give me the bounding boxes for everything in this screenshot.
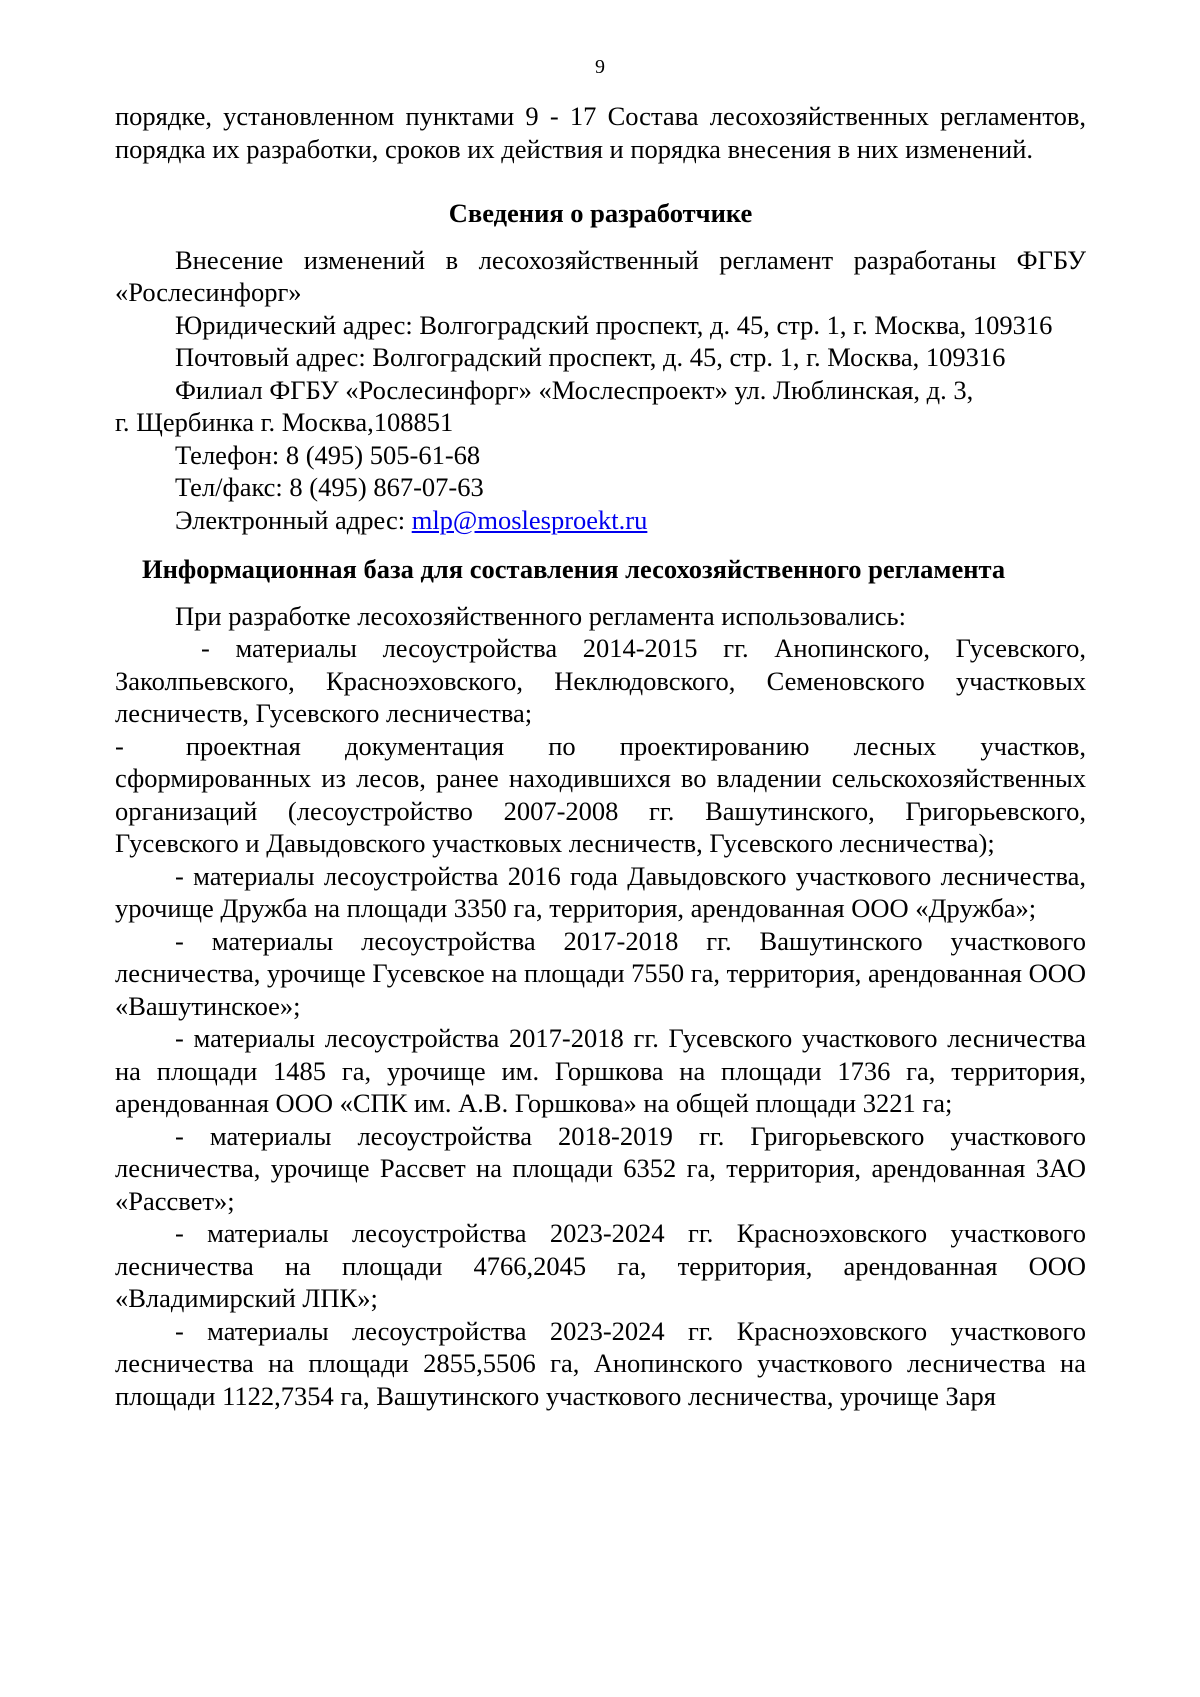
list-item: - материалы лесоустройства 2017-2018 гг. Гусевского участкового лесничества на площади 1485 га, урочище им. Горшкова на площади 1736 га, территория, арендованная ООО «СПК им. А.В. Горшкова» на общей площади 3221 га; <box>115 1023 1086 1118</box>
developer-intro: Внесение изменений в лесохозяйственный регламент разработаны ФГБУ «Рослесинфорг» <box>115 244 1086 307</box>
info-base-lead: При разработке лесохозяйственного регламента использовались: <box>175 600 906 631</box>
email-link[interactable]: mlp@moslesproekt.ru <box>411 504 648 535</box>
list-item: - материалы лесоустройства 2016 года Давыдовского участкового лесничества, урочище Дружба на площади 3350 га, территория, арендованная ООО «Дружба»; <box>115 860 1086 923</box>
email-label: Электронный адрес: <box>175 504 412 535</box>
fax-line: Тел/факс: 8 (495) 867-07-63 <box>175 472 484 502</box>
branch-address-line1: Филиал ФГБУ «Рослесинфорг» «Мослеспроект» ул. Люблинская, д. 3, <box>175 374 974 405</box>
phone-line: Телефон: 8 (495) 505-61-68 <box>175 439 481 470</box>
postal-address: Почтовый адрес: Волгоградский проспект, д. 45, стр. 1, г. Москва, 109316 <box>175 342 1006 372</box>
list-item-dash: - <box>115 730 124 761</box>
list-item: - материалы лесоустройства 2023-2024 гг. Красноэховского участкового лесничества на площади 4766,2045 га, территория, арендованная ООО «Владимирский ЛПК»; <box>115 1218 1086 1313</box>
list-item: - материалы лесоустройства 2014-2015 гг. Анопинского, Гусевского, Заколпьевского, Красноэховского, Неклюдовского, Семеновского участковых лесничеств, Гусевского лесничества; <box>115 633 1086 728</box>
list-item: - материалы лесоустройства 2017-2018 гг. Вашутинского участкового лесничества, урочище Гусевское на площади 7550 га, территория, арендованная ООО «Вашутинское»; <box>115 925 1086 1021</box>
list-item-text: проектная документация по проектированию лесных участков, сформированных из лесов, ранее находившихся во владении сельскохозяйственных организаций (лесоустройство 2007-2008 гг. Вашутинского, Григорьевского, Гусевского и Давыдовского участковых лесничеств, Гусевского лесничества); <box>115 730 1086 858</box>
branch-address-line2: г. Щербинка г. Москва,108851 <box>115 407 454 437</box>
list-item: - материалы лесоустройства 2018-2019 гг. Григорьевского участкового лесничества, урочище Рассвет на площади 6352 га, территория, арендованная ЗАО «Рассвет»; <box>115 1120 1086 1216</box>
email-line <box>115 504 1086 537</box>
info-base-heading: Информационная база для составления лесохозяйственного регламента <box>142 554 1006 584</box>
page-number: 9 <box>595 56 605 78</box>
list-item: - материалы лесоустройства 2023-2024 гг. Красноэховского участкового лесничества на площади 2855,5506 га, Анопинского участкового лесничества на площади 1122,7354 га, Вашутинского участкового лесничества, урочище Заря <box>115 1315 1086 1411</box>
list-item <box>115 730 1086 860</box>
intro-paragraph: порядке, установленном пунктами 9 - 17 Состава лесохозяйственных регламентов, порядка их разработки, сроков их действия и порядка внесения в них изменений. <box>115 101 1086 164</box>
page-content <box>115 100 1086 1412</box>
developer-heading: Сведения о разработчике <box>448 198 753 228</box>
legal-address: Юридический адрес: Волгоградский проспект, д. 45, стр. 1, г. Москва, 109316 <box>175 309 1053 340</box>
